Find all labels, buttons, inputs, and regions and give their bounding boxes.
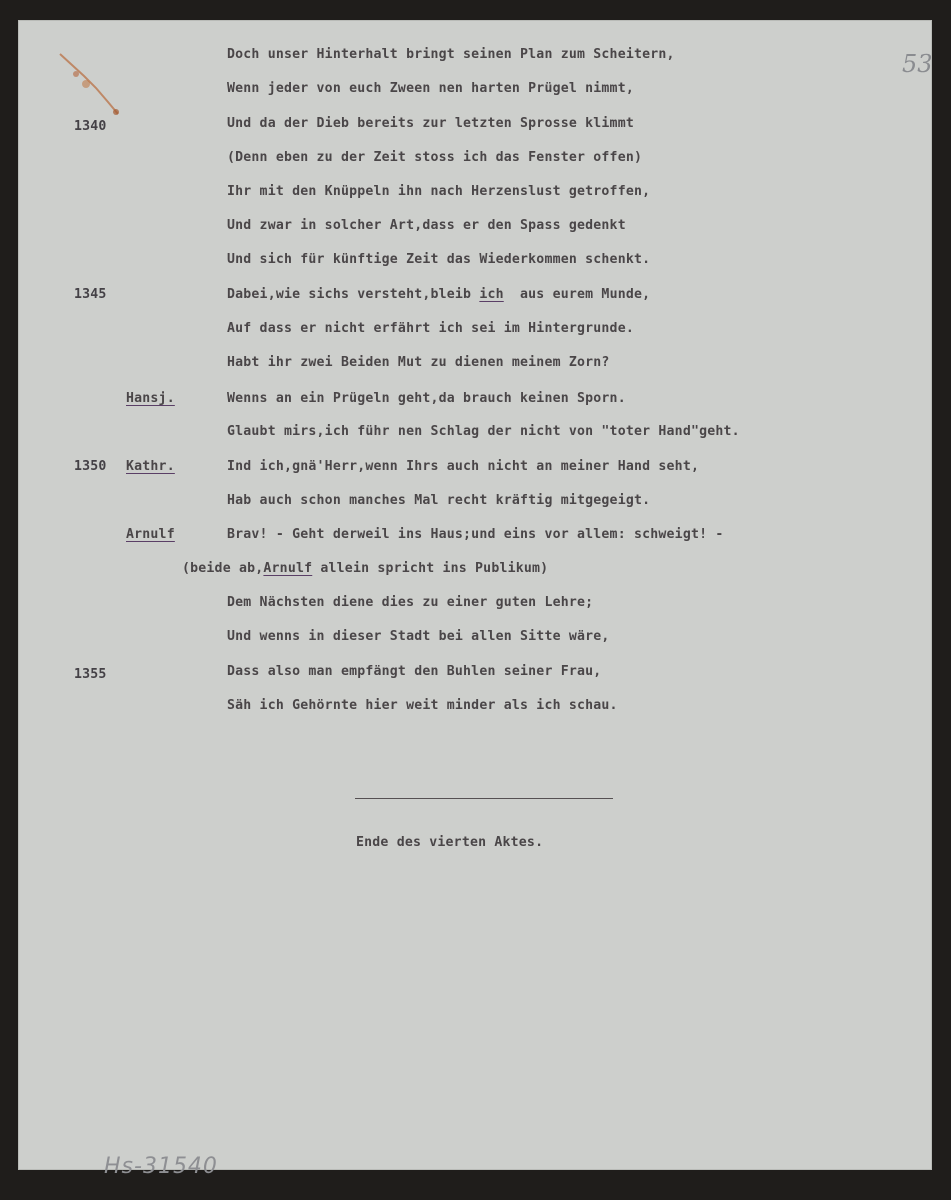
speaker-arnulf: Arnulf [126,527,175,542]
verse-line: (Denn eben zu der Zeit stoss ich das Fenster offen) [227,150,643,165]
verse-line: Wenns an ein Prügeln geht,da brauch keinen Sporn. [227,391,626,406]
divider-line [355,798,613,799]
verse-line: Dass also man empfängt den Buhlen seiner Frau, [227,664,602,679]
verse-line [227,288,650,301]
manuscript-page [18,20,933,1179]
verse-line: Und zwar in solcher Art,dass er den Spass gedenkt [227,218,626,233]
end-of-act-note: Ende des vierten Aktes. [356,835,544,850]
stage-text: (beide ab, [182,561,264,576]
verse-text: Dabei,wie sichs versteht,bleib [227,287,480,302]
stage-text: allein spricht ins Publikum) [312,561,549,576]
line-number-1355: 1355 [74,667,107,682]
line-number-1345: 1345 [74,287,107,302]
line-number-1340: 1340 [74,119,107,134]
verse-line: Und sich für künftige Zeit das Wiederkommen schenkt. [227,252,651,267]
stage-direction [182,562,548,575]
stage-name-arnulf: Arnulf [263,561,313,576]
verse-line: Und da der Dieb bereits zur letzten Sprosse klimmt [227,116,634,131]
verse-line: Auf dass er nicht erfährt ich sei im Hintergrunde. [227,321,634,336]
verse-line: Doch unser Hinterhalt bringt seinen Plan zum Scheitern, [227,47,675,62]
speaker-hansj: Hansj. [126,391,175,406]
verse-text: aus eurem Munde, [503,287,651,302]
emphasis-ich: ich [479,287,504,302]
verse-line: Glaubt mirs,ich führ nen Schlag der nicht von "toter Hand"geht. [227,424,740,439]
verse-line: Ind ich,gnä'Herr,wenn Ihrs auch nicht an meiner Hand seht, [227,459,700,474]
rust-stain [56,50,126,120]
verse-line: Habt ihr zwei Beiden Mut zu dienen meinem Zorn? [227,355,610,370]
page-number: 53 [902,50,933,78]
archive-signature: Hs-31540 [104,1154,218,1179]
verse-line: Und wenns in dieser Stadt bei allen Sitte wäre, [227,629,610,644]
verse-line: Hab auch schon manches Mal recht kräftig mitgegeigt. [227,493,651,508]
verse-line: Säh ich Gehörnte hier weit minder als ich schau. [227,698,618,713]
verse-line: Brav! - Geht derweil ins Haus;und eins vor allem: schweigt! - [227,527,724,542]
speaker-kathr: Kathr. [126,459,175,474]
verse-line: Dem Nächsten diene dies zu einer guten Lehre; [227,595,594,610]
verse-line: Wenn jeder von euch Zween nen harten Prügel nimmt, [227,81,634,96]
line-number-1350: 1350 [74,459,107,474]
verse-line: Ihr mit den Knüppeln ihn nach Herzenslust getroffen, [227,184,651,199]
